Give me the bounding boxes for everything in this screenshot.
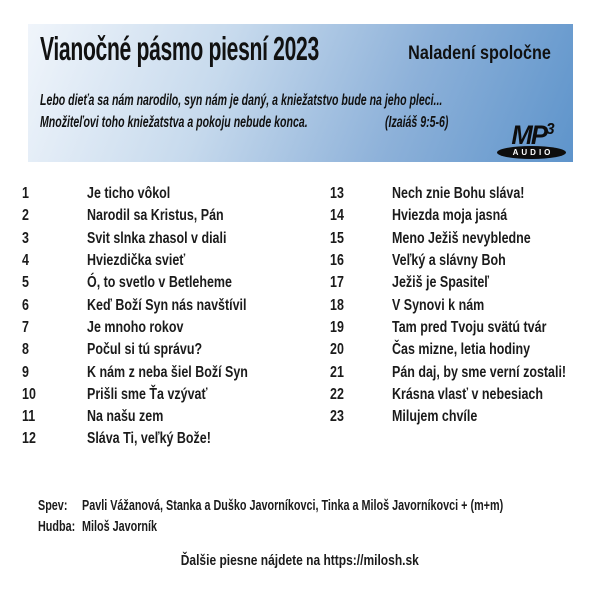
track-row [22, 428, 293, 450]
track-title: Pán daj, by sme verní zostali! [392, 363, 567, 381]
track-title: K nám z neba šiel Boží Syn [87, 363, 248, 381]
credit-row-vocals [38, 495, 600, 516]
track-row [330, 205, 600, 227]
track-title: Hviezdička svieť [87, 252, 186, 270]
track-row [22, 317, 293, 339]
bible-quote [40, 90, 442, 134]
track-title: Veľký a slávny Boh [392, 252, 506, 270]
page-title: Vianočné pásmo piesní 2023 [40, 30, 319, 67]
credits [38, 495, 600, 537]
track-number: 2 [22, 207, 29, 225]
track-number: 18 [330, 296, 344, 314]
track-title: Svit slnka zhasol v diali [87, 229, 227, 247]
track-number: 20 [330, 341, 344, 359]
track-row [330, 228, 600, 250]
music-value: Miloš Javorník [82, 518, 158, 535]
track-title: Hviezda moja jasná [392, 207, 508, 225]
track-row [330, 250, 600, 272]
track-row [330, 272, 600, 294]
track-row [22, 183, 293, 205]
track-number: 23 [330, 408, 344, 426]
track-number: 9 [22, 363, 29, 381]
track-title: Počul si tú správu? [87, 341, 203, 359]
track-row [22, 294, 293, 316]
footer [0, 552, 600, 569]
track-row [22, 250, 293, 272]
vocals-value: Pavli Vážanová, Stanka a Duško Javorníkovci, Tinka a Miloš Javorníkovci + (m+m) [82, 497, 504, 514]
track-title: Keď Boží Syn nás navštívil [87, 296, 247, 314]
track-number: 4 [22, 252, 29, 270]
track-row [22, 361, 293, 383]
mp3-logo-mp: MP [511, 120, 547, 150]
track-title: Narodil sa Kristus, Pán [87, 207, 224, 225]
track-row [22, 339, 293, 361]
track-number: 1 [22, 185, 29, 203]
quote-line-2: Množiteľovi toho kniežatstva a pokoju nebude konca. [40, 114, 308, 131]
track-title: Sláva Ti, veľký Bože! [87, 430, 211, 448]
track-row [330, 361, 600, 383]
footer-note: Ďalšie piesne nájdete na https://milosh.sk [180, 552, 420, 569]
track-title: Ó, to svetlo v Betleheme [87, 274, 232, 292]
track-number: 11 [22, 408, 36, 426]
track-row [330, 384, 600, 406]
track-number: 16 [330, 252, 344, 270]
track-row [22, 272, 293, 294]
track-column-left [22, 183, 293, 451]
mp3-audio-logo [497, 122, 569, 159]
track-number: 12 [22, 430, 36, 448]
track-title: V Synovi k nám [392, 296, 485, 314]
track-title: Prišli sme Ťa vzývať [87, 385, 208, 403]
track-title: Je mnoho rokov [87, 318, 184, 336]
track-title: Na našu zem [87, 408, 164, 426]
track-row [330, 317, 600, 339]
track-title: Milujem chvíle [392, 408, 478, 426]
mp3-audio-badge: AUDIO [497, 146, 566, 159]
track-number: 22 [330, 385, 344, 403]
mp3-logo-text [499, 122, 567, 149]
music-label: Hudba: [38, 518, 76, 535]
track-number: 5 [22, 274, 29, 292]
track-title: Meno Ježiš nevybledne [392, 229, 531, 247]
track-row [330, 339, 600, 361]
track-title: Je ticho vôkol [87, 185, 171, 203]
track-number: 13 [330, 185, 344, 203]
track-title: Krásna vlasť v nebesiach [392, 385, 543, 403]
track-number: 19 [330, 318, 344, 336]
quote-line-1: Lebo dieťa sa nám narodilo, syn nám je daný, a kniežatstvo bude na jeho pleci... [40, 92, 443, 109]
credit-row-music [38, 516, 600, 537]
mp3-logo-sup: 3 [546, 121, 555, 138]
track-number: 3 [22, 229, 29, 247]
track-number: 6 [22, 296, 29, 314]
track-row [330, 294, 600, 316]
track-title: Čas mizne, letia hodiny [392, 341, 531, 359]
track-row [22, 228, 293, 250]
track-row [22, 205, 293, 227]
quote-reference: (Izaiáš 9:5-6) [385, 114, 449, 131]
track-column-right [330, 183, 600, 428]
track-row [22, 406, 293, 428]
header-banner [28, 24, 573, 162]
track-number: 7 [22, 318, 29, 336]
track-number: 21 [330, 363, 344, 381]
track-number: 10 [22, 385, 36, 403]
track-row [330, 183, 600, 205]
track-number: 15 [330, 229, 344, 247]
track-title: Tam pred Tvoju svätú tvár [392, 318, 547, 336]
track-number: 17 [330, 274, 344, 292]
track-title: Ježiš je Spasiteľ [392, 274, 490, 292]
track-number: 8 [22, 341, 29, 359]
track-row [330, 406, 600, 428]
vocals-label: Spev: [38, 497, 68, 514]
subtitle: Naladení spoločne [408, 43, 551, 64]
track-title: Nech znie Bohu sláva! [392, 185, 525, 203]
track-number: 14 [330, 207, 344, 225]
track-row [22, 384, 293, 406]
